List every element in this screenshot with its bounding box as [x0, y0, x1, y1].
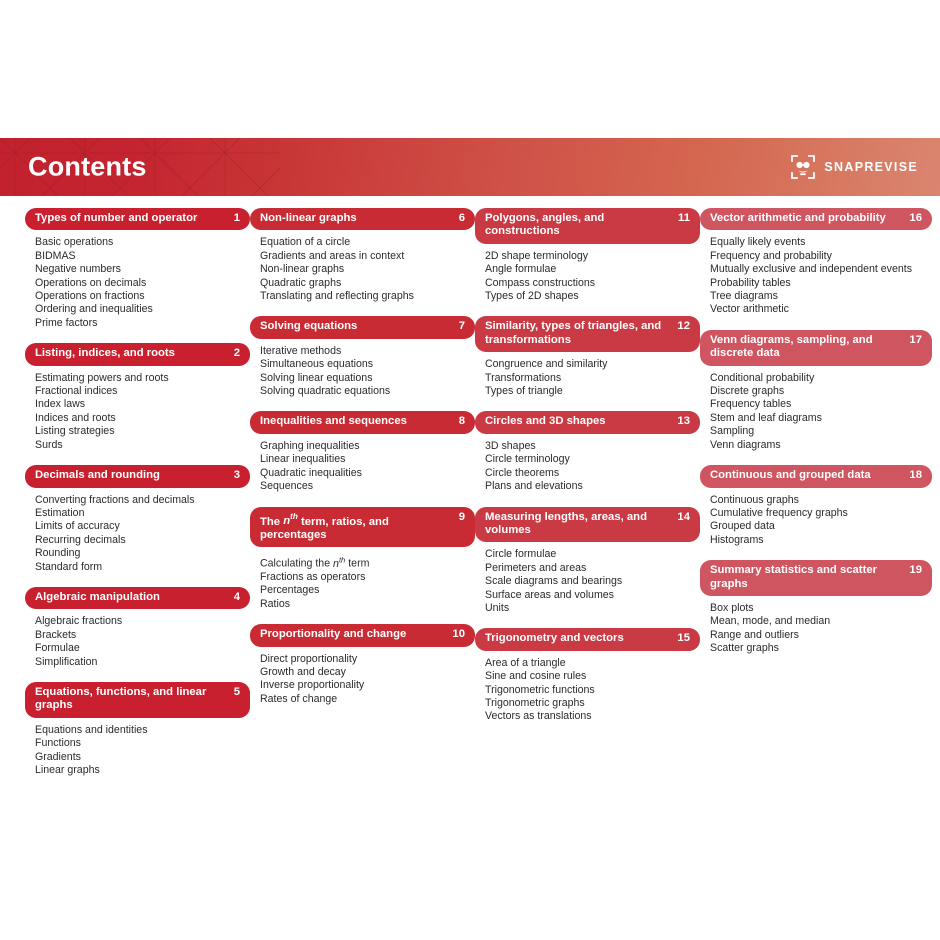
- section-header-pill[interactable]: [475, 316, 700, 352]
- contents-section: [250, 411, 475, 493]
- contents-section: [700, 330, 932, 452]
- topic-item[interactable]: Percentages: [260, 584, 320, 597]
- topic-item[interactable]: Simplification: [35, 655, 98, 668]
- topic-item[interactable]: Gradients and areas in context: [260, 249, 405, 262]
- section-title: Equations, functions, and linear graphs: [35, 685, 207, 712]
- section-page-number: 7: [458, 320, 465, 333]
- topic-item[interactable]: Limits of accuracy: [35, 520, 120, 533]
- topic-item[interactable]: Graphing inequalities: [260, 439, 360, 452]
- contents-column-1: [25, 208, 250, 790]
- topic-item[interactable]: Circle theorems: [485, 466, 560, 479]
- topic-list: [250, 653, 475, 707]
- section-title: Summary statistics and scatter graphs: [710, 564, 878, 590]
- contents-column-2: [250, 208, 475, 790]
- section-header-pill[interactable]: [25, 465, 250, 487]
- topic-list: [250, 345, 475, 399]
- section-page-number: 5: [233, 685, 240, 698]
- topic-item[interactable]: Conditional probability: [710, 371, 815, 384]
- section-title: Measuring lengths, areas, and volumes: [485, 510, 647, 536]
- topic-item[interactable]: Linear inequalities: [260, 453, 346, 466]
- topic-item[interactable]: Trigonometric graphs: [485, 696, 585, 709]
- topic-item[interactable]: Box plots: [710, 601, 754, 614]
- section-title: Decimals and rounding: [35, 469, 160, 482]
- topic-item[interactable]: Equally likely events: [710, 236, 806, 249]
- topic-item[interactable]: Quadratic inequalities: [260, 466, 362, 479]
- page-title: Contents: [28, 151, 147, 182]
- section-header-pill[interactable]: [475, 411, 700, 433]
- topic-item[interactable]: Continuous graphs: [710, 493, 799, 506]
- topic-item[interactable]: Prime factors: [35, 316, 98, 329]
- topic-list: [700, 494, 932, 548]
- section-title: The $n^{th}$ term, ratios, and percentages: [260, 512, 389, 541]
- topic-item[interactable]: Angle formulae: [485, 263, 557, 276]
- section-title: Proportionality and change: [260, 628, 407, 641]
- topic-item[interactable]: Equation of a circle: [260, 236, 351, 249]
- topic-item[interactable]: Vector arithmetic: [710, 303, 789, 316]
- section-header-pill[interactable]: [475, 507, 700, 543]
- section-title: Continuous and grouped data: [710, 469, 871, 482]
- section-page-number: 12: [677, 320, 690, 333]
- topic-item[interactable]: Fractional indices: [35, 385, 118, 398]
- section-page-number: 16: [909, 212, 922, 224]
- section-page-number: 15: [677, 632, 690, 645]
- topic-item[interactable]: Scale diagrams and bearings: [485, 575, 623, 588]
- section-page-number: 4: [233, 590, 240, 603]
- topic-item[interactable]: Grouped data: [710, 520, 775, 533]
- topic-list: [250, 236, 475, 303]
- section-header-pill[interactable]: [475, 208, 700, 244]
- topic-item[interactable]: Units: [485, 601, 510, 614]
- contents-section: [700, 560, 932, 655]
- topic-list: [475, 358, 700, 398]
- section-title: Trigonometry and vectors: [485, 632, 624, 645]
- snaprevise-owl-scan-icon: [790, 154, 816, 180]
- contents-section: [250, 208, 475, 303]
- contents-section: [475, 507, 700, 616]
- section-header-pill[interactable]: [250, 507, 475, 548]
- brand-name: SNAPREVISE: [824, 160, 918, 174]
- topic-item[interactable]: 3D shapes: [485, 439, 536, 452]
- section-header-pill[interactable]: [25, 682, 250, 718]
- topic-item[interactable]: Probability tables: [710, 276, 791, 289]
- topic-item[interactable]: Scatter graphs: [710, 642, 779, 655]
- section-header-pill[interactable]: [25, 587, 250, 609]
- contents-section: [700, 465, 932, 547]
- topic-item[interactable]: Solving quadratic equations: [260, 385, 391, 398]
- topic-item[interactable]: Non-linear graphs: [260, 263, 345, 276]
- section-title: Venn diagrams, sampling, and discrete data: [710, 333, 873, 360]
- topic-item[interactable]: Sine and cosine rules: [485, 670, 587, 683]
- topic-item[interactable]: Range and outliers: [710, 628, 799, 641]
- contents-section: [475, 628, 700, 723]
- section-page-number: 17: [909, 333, 922, 346]
- topic-item[interactable]: Recurring decimals: [35, 533, 126, 546]
- topic-item[interactable]: Functions: [35, 737, 81, 750]
- topic-item[interactable]: Discrete graphs: [710, 385, 785, 398]
- contents-section: [250, 507, 475, 612]
- section-page-number: 18: [909, 469, 922, 482]
- section-header-pill[interactable]: [700, 560, 932, 596]
- topic-item[interactable]: Estimation: [35, 506, 85, 519]
- topic-list: [700, 602, 932, 656]
- contents-column-4: [700, 208, 932, 790]
- topic-item[interactable]: Transformations: [485, 371, 562, 384]
- contents-section: [25, 465, 250, 574]
- topic-item[interactable]: Direct proportionality: [260, 652, 358, 665]
- topic-list: [250, 440, 475, 494]
- topic-item[interactable]: Stem and leaf diagrams: [710, 411, 822, 424]
- topic-item[interactable]: Rounding: [35, 547, 81, 560]
- brand-logo: [790, 154, 918, 180]
- topic-item[interactable]: Operations on fractions: [35, 290, 145, 303]
- topic-item[interactable]: Rates of change: [260, 692, 338, 705]
- topic-item[interactable]: Operations on decimals: [35, 276, 147, 289]
- section-title: Non-linear graphs: [260, 212, 357, 224]
- topic-item[interactable]: Listing strategies: [35, 425, 115, 438]
- topic-item[interactable]: Quadratic graphs: [260, 276, 342, 289]
- section-page-number: 1: [233, 212, 240, 224]
- topic-item[interactable]: Index laws: [35, 398, 86, 411]
- topic-item[interactable]: Simultaneous equations: [260, 358, 374, 371]
- topic-item[interactable]: Standard form: [35, 560, 103, 573]
- topic-item[interactable]: Area of a triangle: [485, 656, 566, 669]
- topic-item[interactable]: Cumulative frequency graphs: [710, 506, 848, 519]
- section-title: Listing, indices, and roots: [35, 347, 175, 360]
- section-title: Algebraic manipulation: [35, 590, 160, 603]
- section-page-number: 10: [452, 628, 465, 641]
- section-page-number: 19: [909, 564, 922, 577]
- topic-item[interactable]: Frequency tables: [710, 398, 792, 411]
- topic-item[interactable]: BIDMAS: [35, 249, 76, 262]
- topic-item[interactable]: Types of triangle: [485, 385, 563, 398]
- section-header-pill[interactable]: [250, 208, 475, 230]
- topic-item[interactable]: Translating and reflecting graphs: [260, 290, 414, 303]
- section-header-pill[interactable]: [250, 624, 475, 646]
- topic-item[interactable]: Solving linear equations: [260, 371, 373, 384]
- topic-item[interactable]: Surds: [35, 438, 63, 451]
- section-title: Similarity, types of triangles, and transformations: [485, 320, 662, 346]
- topic-item[interactable]: Perimeters and areas: [485, 561, 587, 574]
- contents-section: [475, 316, 700, 398]
- contents-section: [25, 587, 250, 669]
- topic-item[interactable]: Plans and elevations: [485, 480, 583, 493]
- section-title: Inequalities and sequences: [260, 415, 407, 428]
- topic-list: [475, 548, 700, 615]
- topic-item[interactable]: Fractions as operators: [260, 571, 366, 584]
- section-page-number: 3: [233, 469, 240, 482]
- topic-list: [700, 372, 932, 452]
- section-page-number: 11: [678, 212, 690, 224]
- topic-list: [25, 615, 250, 669]
- topic-item[interactable]: Mean, mode, and median: [710, 615, 831, 628]
- section-page-number: 2: [233, 347, 240, 360]
- topic-item[interactable]: Iterative methods: [260, 344, 342, 357]
- topic-item[interactable]: Circle formulae: [485, 548, 557, 561]
- topic-item[interactable]: 2D shape terminology: [485, 249, 589, 262]
- contents-section: [475, 208, 700, 303]
- topic-item[interactable]: Algebraic fractions: [35, 615, 123, 628]
- section-page-number: 14: [677, 510, 690, 523]
- topic-item[interactable]: Gradients: [35, 750, 81, 763]
- topic-item[interactable]: Mutually exclusive and independent events: [710, 263, 913, 276]
- section-header-pill[interactable]: [700, 330, 932, 366]
- topic-list: [25, 724, 250, 778]
- topic-item[interactable]: Inverse proportionality: [260, 679, 365, 692]
- topic-list: [25, 494, 250, 574]
- section-header-pill[interactable]: [700, 208, 932, 230]
- section-header-pill[interactable]: [250, 316, 475, 338]
- topic-list: [25, 236, 250, 330]
- topic-item[interactable]: Ordering and inequalities: [35, 303, 153, 316]
- section-header-pill[interactable]: [700, 465, 932, 487]
- section-title: Types of number and operator: [35, 212, 198, 224]
- topic-item[interactable]: Ratios: [260, 597, 291, 610]
- topic-item[interactable]: Calculating the $n^{th}$ term: [260, 555, 370, 570]
- topic-list: [700, 236, 932, 316]
- topic-item[interactable]: Converting fractions and decimals: [35, 493, 195, 506]
- section-header-pill[interactable]: [250, 411, 475, 433]
- topic-list: [25, 372, 250, 452]
- topic-item[interactable]: Linear graphs: [35, 764, 100, 776]
- contents-section: [700, 208, 932, 317]
- section-title: Vector arithmetic and probability: [710, 212, 886, 224]
- section-page-number: 6: [458, 212, 465, 224]
- topic-item[interactable]: Sequences: [260, 480, 314, 493]
- topic-item[interactable]: Venn diagrams: [710, 438, 781, 451]
- topic-item[interactable]: Negative numbers: [35, 263, 121, 276]
- section-header-pill[interactable]: [475, 628, 700, 650]
- topic-list: [475, 657, 700, 724]
- section-page-number: 8: [458, 415, 465, 428]
- contents-columns: [0, 208, 940, 790]
- contents-section: [25, 343, 250, 452]
- topic-item[interactable]: Equations and identities: [35, 723, 148, 736]
- topic-item[interactable]: Frequency and probability: [710, 249, 832, 262]
- topic-list: [250, 553, 475, 611]
- topic-item[interactable]: Growth and decay: [260, 666, 346, 679]
- contents-section: [25, 208, 250, 330]
- contents-section: [475, 411, 700, 493]
- topic-item[interactable]: Estimating powers and roots: [35, 371, 169, 384]
- topic-item[interactable]: Sampling: [710, 425, 755, 438]
- topic-item[interactable]: Indices and roots: [35, 411, 116, 424]
- topic-item[interactable]: Trigonometric functions: [485, 683, 595, 696]
- contents-section: [250, 316, 475, 398]
- topic-item[interactable]: Brackets: [35, 628, 77, 641]
- section-title: Polygons, angles, and constructions: [485, 212, 605, 238]
- topic-item[interactable]: Histograms: [710, 533, 764, 546]
- page-header-banner: [0, 138, 940, 196]
- topic-item[interactable]: Tree diagrams: [710, 290, 778, 303]
- topic-item[interactable]: Types of 2D shapes: [485, 290, 579, 303]
- contents-section: [25, 682, 250, 777]
- topic-list: [475, 250, 700, 304]
- topic-item[interactable]: Compass constructions: [485, 276, 596, 289]
- topic-item[interactable]: Circle terminology: [485, 453, 570, 466]
- contents-column-3: [475, 208, 700, 790]
- topic-item[interactable]: Vectors as translations: [485, 710, 592, 723]
- section-title: Circles and 3D shapes: [485, 415, 606, 428]
- topic-item[interactable]: Basic operations: [35, 236, 114, 249]
- topic-item[interactable]: Formulae: [35, 642, 80, 655]
- topic-list: [475, 440, 700, 494]
- topic-item[interactable]: Surface areas and volumes: [485, 588, 614, 601]
- section-header-pill[interactable]: [25, 343, 250, 365]
- section-page-number: 9: [458, 510, 465, 523]
- section-page-number: 13: [677, 415, 690, 428]
- contents-section: [250, 624, 475, 706]
- section-title: Solving equations: [260, 320, 358, 333]
- section-header-pill[interactable]: [25, 208, 250, 230]
- topic-item[interactable]: Congruence and similarity: [485, 358, 608, 371]
